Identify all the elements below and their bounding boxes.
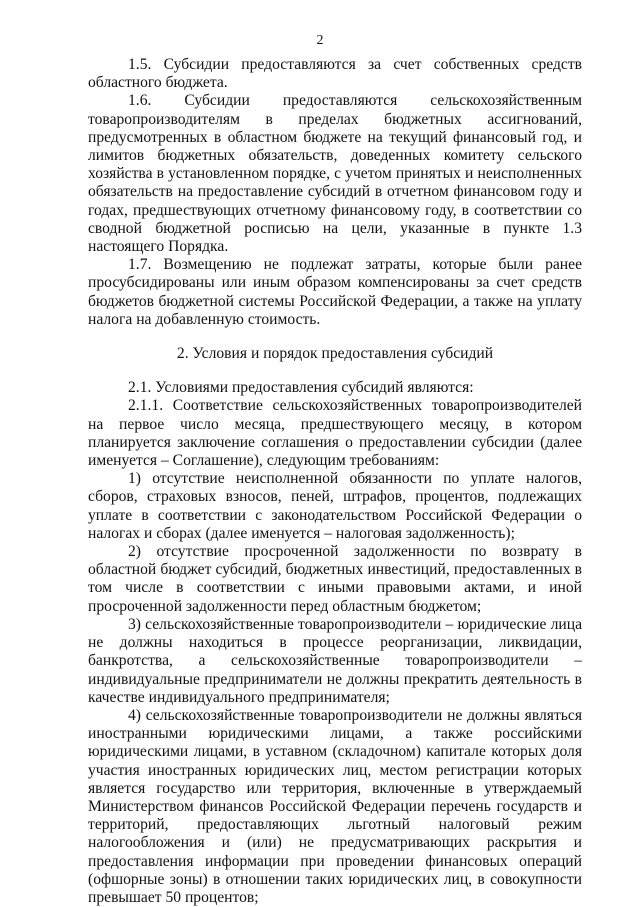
document-body (88, 56, 582, 907)
paragraph-1-7: 1.7. Возмещению не подлежат затраты, которые были ранее просубсидированы или иным образом компенсированы за счет средств бюджетов бюджетной системы Российской Федерации, а также на уплату налога на добавленную стоимость. (88, 256, 582, 328)
section-2-heading: 2. Условия и порядок предоставления субсидий (176, 345, 494, 363)
paragraph-1-6: 1.6. Субсидии предоставляются сельскохозяйственным товаропроизводителям в пределах бюджетных ассигнований, предусмотренных в областном бюджете на текущий финансовый год, и лимитов бюджетных обязательств, доведенных комитету сельского хозяйства в установленном порядке, с учетом принятых и неисполненных обязательств на предоставление субсидий в отчетном финансовом году и годах, предшествующих отчетному финансовому году, в соответствии со сводной бюджетной росписью на цели, указанные в пункте 1.3 настоящего Порядка. (88, 92, 582, 256)
page-number: 2 (316, 33, 324, 48)
requirement-item-4: 4) сельскохозяйственные товаропроизводители не должны являться иностранными юридическими лицами, а также российскими юридическими лицами, в уставном (складочном) капитале которых доля участия иностранных юридических лиц, местом регистрации которых является государство или территория, включенные в утверждаемый Министерством финансов Российской Федерации перечень государств и территорий, предоставляющих льготный налоговый режим налогообложения и (или) не предусматривающих раскрытия и предоставления информации при проведении финансовых операций (офшорные зоны) в отношении таких юридических лиц, в совокупности превышает 50 процентов; (88, 706, 582, 906)
paragraph-2-1: 2.1. Условиями предоставления субсидий являются: (128, 379, 474, 397)
requirement-item-2: 2) отсутствие просроченной задолженности по возврату в областной бюджет субсидий, бюджетных инвестиций, предоставленных в том числе в соответствии с иными правовыми актами, и иной просроченной задолженности перед областным бюджетом; (88, 543, 582, 615)
requirement-item-1: 1) отсутствие неисполненной обязанности по уплате налогов, сборов, страховых взносов, пеней, штрафов, процентов, подлежащих уплате в соответствии с законодательством Российской Федерации о налогах и сборах (далее именуется – налоговая задолженность); (88, 470, 582, 542)
requirement-item-3: 3) сельскохозяйственные товаропроизводители – юридические лица не должны находиться в процессе реорганизации, ликвидации, банкротства, а сельскохозяйственные товаропроизводители – индивидуальные предприниматели не должны прекратить деятельность в качестве индивидуального предпринимателя; (88, 615, 582, 706)
paragraph-2-1-1: 2.1.1. Соответствие сельскохозяйственных товаропроизводителей на первое число месяца, предшествующего месяцу, в котором планируется заключение соглашения о предоставлении субсидии (далее именуется – Соглашение), следующим требованиям: (88, 397, 582, 470)
paragraph-1-5: 1.5. Субсидии предоставляются за счет собственных средств областного бюджета. (88, 56, 582, 92)
